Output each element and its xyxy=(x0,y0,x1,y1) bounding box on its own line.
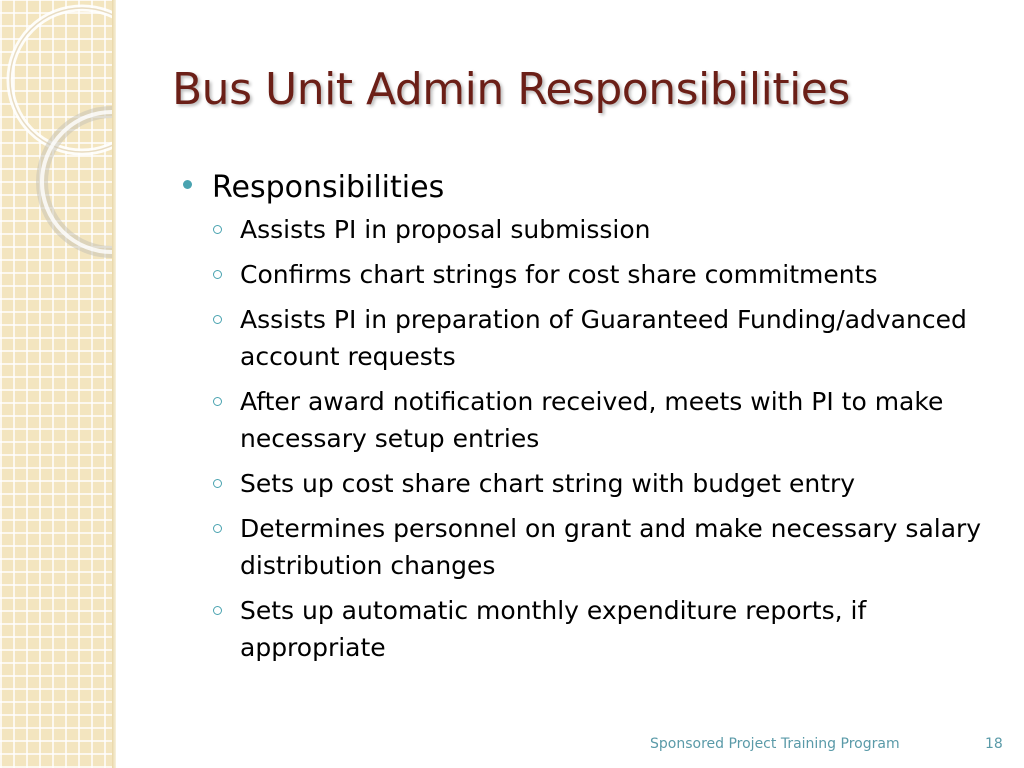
main-bullet-text: Responsibilities xyxy=(212,170,445,205)
sub-bullet-text: Sets up automatic monthly expenditure reports, if appropriate xyxy=(240,596,867,662)
main-bullet xyxy=(183,170,983,205)
sub-bullet-text: Confirms chart strings for cost share commitments xyxy=(240,260,878,289)
sub-bullet-list xyxy=(183,211,983,666)
sub-bullet-item xyxy=(213,510,983,584)
decorative-sidebar xyxy=(0,0,112,768)
sub-bullet-text: Assists PI in preparation of Guaranteed Funding/advanced account requests xyxy=(240,305,967,371)
bullet-circle-icon xyxy=(213,397,222,406)
sub-bullet-text: After award notification received, meets with PI to make necessary setup entries xyxy=(240,387,944,453)
bullet-circle-icon xyxy=(213,606,222,615)
sub-bullet-item xyxy=(213,592,983,666)
sub-bullet-text: Determines personnel on grant and make necessary salary distribution changes xyxy=(240,514,982,580)
sub-bullet-item xyxy=(213,211,983,248)
sub-bullet-item xyxy=(213,301,983,375)
decorative-rings xyxy=(0,0,112,330)
bullet-circle-icon xyxy=(213,225,222,234)
footer-text: Sponsored Project Training Program xyxy=(650,736,900,752)
slide-content xyxy=(183,170,983,674)
sub-bullet-item xyxy=(213,383,983,457)
slide-title: Bus Unit Admin Responsibilities xyxy=(172,64,850,115)
sub-bullet-item xyxy=(213,465,983,502)
page-number: 18 xyxy=(985,736,1003,752)
sub-bullet-text: Assists PI in proposal submission xyxy=(240,215,651,244)
sidebar-edge xyxy=(112,0,116,768)
bullet-circle-icon xyxy=(213,524,222,533)
bullet-circle-icon xyxy=(213,315,222,324)
sub-bullet-item xyxy=(213,256,983,293)
bullet-dot-icon xyxy=(183,180,192,189)
bullet-circle-icon xyxy=(213,270,222,279)
sub-bullet-text: Sets up cost share chart string with budget entry xyxy=(240,469,856,498)
bullet-circle-icon xyxy=(213,479,222,488)
